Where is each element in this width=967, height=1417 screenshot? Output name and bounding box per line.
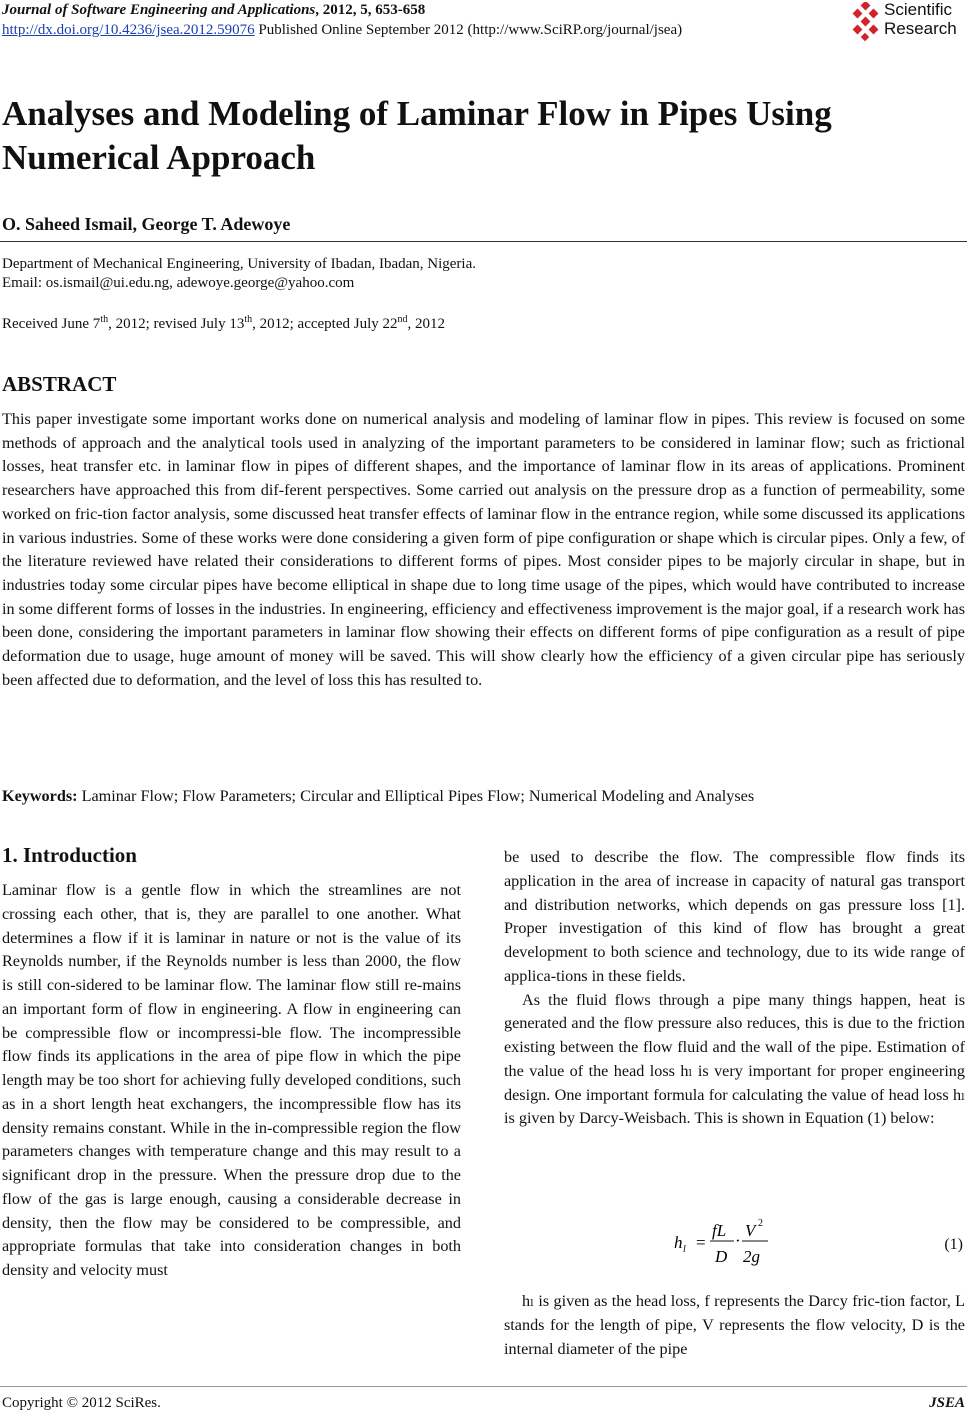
eq-equals: =	[696, 1233, 706, 1252]
received-text: Received June 7	[2, 316, 101, 332]
eq-num-1: fL	[712, 1221, 727, 1240]
year-text: , 2012	[407, 316, 446, 332]
author-divider	[0, 241, 967, 242]
scientific-research-logo	[848, 0, 966, 44]
eq-den-2: 2g	[743, 1247, 760, 1266]
logo-mark-icon	[848, 2, 884, 42]
eq-num-2-sup: 2	[758, 1218, 763, 1229]
eq-lhs: h	[674, 1233, 683, 1252]
eq-den-1: D	[715, 1247, 728, 1266]
left-column	[2, 879, 461, 1283]
journal-citation	[2, 2, 425, 19]
published-text: Published Online September 2012 (http://www.SciRP.org/journal/jsea)	[254, 22, 683, 38]
keywords	[2, 787, 965, 806]
darcy-weisbach-formula	[672, 1210, 872, 1270]
journal-abbreviation: JSEA	[929, 1395, 965, 1411]
abstract-body: This paper investigate some important works done on numerical analysis and modeling of laminar flow in pipes. This review is focused on some methods of approach and the analytical tools used in analyzing of the important parameters to be considered in laminar flow; such as frictional losses, heat transfer etc. in laminar flow in pipes of different shapes, and the importance of laminar flow in its areas of applications. Prominent researchers have approached this from dif-ferent perspectives. Some carried out analysis on the pressure drop as a function of permeability, some worked on fric-tion factor analysis, some discussed heat transfer effects of laminar flow in the entrance region, while some discussed its applications in various industries. Some of these works were done considering a given form of pipe configuration or shape which is circular pipes. Only a few, of the literature reviewed have related their considerations to different forms of pipes. Most consider pipes to be majorly circular in shape, but in industries today some circular pipes have become elliptical in shape due to long time usage of the pipes, which would have contributed to increase in some different forms of losses in the industries. In engineering, efficiency and effectiveness improvement is the major goal, if a research work has been done, considering the important parameters in laminar flow showing their effects on different forms of pipe configuration as a result of pipe deformation due to usage, huge amount of money will be saved. This will show clearly how the efficiency of a given circular pipe has seriously been affected due to deformation, and the level of loss this has resulted to.	[2, 410, 966, 689]
eq-dot: ·	[735, 1231, 741, 1250]
eq-lhs-sub: l	[683, 1244, 686, 1255]
intro-paragraph-1: Laminar flow is a gentle flow in which the streamlines are not crossing each other, that is, they are parallel to one another. What determines a flow if it is laminar in nature or not is the value of its Reynolds number, if the Reynolds number is less than 2000, the flow is still con-sidered to be laminar flow. The laminar flow still re-mains an important form of flow in engineering. A flow in engineering can be compressible flow or incompressi-ble flow. The incompressible flow finds its applications in the area of pipe flow in which the pipe length may be too short for achieving fully developed conditions, such as in a short length heat exchangers, the incompressible flow has its density remains constant. While in the in-compressible region the flow parameters changes with temperature change and this may result to a significant drop in the pressure. When the pressure drop due to the flow of the gas is large enough, causing a considerable decrease in density, then the flow may be considered to be compressible, and appropriate formulas that take into consideration changes in both density and velocity must	[2, 881, 461, 1279]
keywords-text: Laminar Flow; Flow Parameters; Circular and Elliptical Pipes Flow; Numerical Modeling and Analyses	[77, 787, 755, 805]
logo-line-1: Scientific	[884, 0, 953, 19]
journal-name: Journal of Software Engineering and Applications	[2, 2, 316, 18]
author-email: Email: os.ismail@ui.edu.ng, adewoye.george@yahoo.com	[2, 275, 355, 291]
right-column	[504, 846, 965, 1131]
footer-divider	[0, 1386, 967, 1387]
affiliation: Department of Mechanical Engineering, University of Ibadan, Ibadan, Nigeria.	[2, 256, 476, 272]
doi-link[interactable]: http://dx.doi.org/10.4236/jsea.2012.59076	[2, 22, 255, 38]
intro-paragraph-3: As the fluid flows through a pipe many things happen, heat is generated and the flow pressure also reduces, this is due to the friction existing between the flow fluid and the wall of the pipe. Estimation of the value of the head loss hₗ is very important for proper engineering design. One important formula for calculating the value of head loss hₗ is given by Darcy-Weisbach. This is shown in Equation (1) below:	[504, 990, 965, 1128]
accepted-text: , 2012; accepted July 22	[252, 316, 398, 332]
right-column-continued	[504, 1290, 965, 1361]
paper-authors: O. Saheed Ismail, George T. Adewoye	[2, 214, 291, 234]
volume-info: , 2012, 5, 653-658	[315, 2, 426, 18]
eq-num-2: V	[745, 1221, 756, 1240]
intro-paragraph-2: be used to describe the flow. The compressible flow finds its application in the area of increase in capacity of natural gas transport and distribution networks, which depends on gas pressure loss [1]. Proper investigation of this kind of flow has brought a great development to both science and technology, due to its wide range of applica-tions in these fields.	[504, 848, 965, 985]
ordinal-sup: nd	[397, 314, 408, 325]
ordinal-sup: th	[100, 314, 109, 325]
equation-1	[504, 1210, 965, 1270]
logo-line-2: Research	[884, 19, 957, 38]
paper-title: Analyses and Modeling of Laminar Flow in Pipes Using Numerical Approach	[2, 94, 832, 177]
section-heading: 1. Introduction	[2, 843, 137, 867]
abstract-heading: ABSTRACT	[2, 372, 117, 396]
keywords-label: Keywords:	[2, 787, 78, 805]
received-dates	[2, 314, 445, 333]
revised-text: , 2012; revised July 13	[108, 316, 245, 332]
logo-wordmark	[884, 0, 957, 38]
intro-paragraph-4: hₗ is given as the head loss, f represents the Darcy fric-tion factor, L stands for the length of pipe, V represents the flow velocity, D is the internal diameter of the pipe	[504, 1292, 965, 1358]
ordinal-sup: th	[244, 314, 253, 325]
doi-line	[2, 22, 682, 39]
equation-number: (1)	[944, 1236, 963, 1253]
copyright: Copyright © 2012 SciRes.	[2, 1395, 161, 1411]
